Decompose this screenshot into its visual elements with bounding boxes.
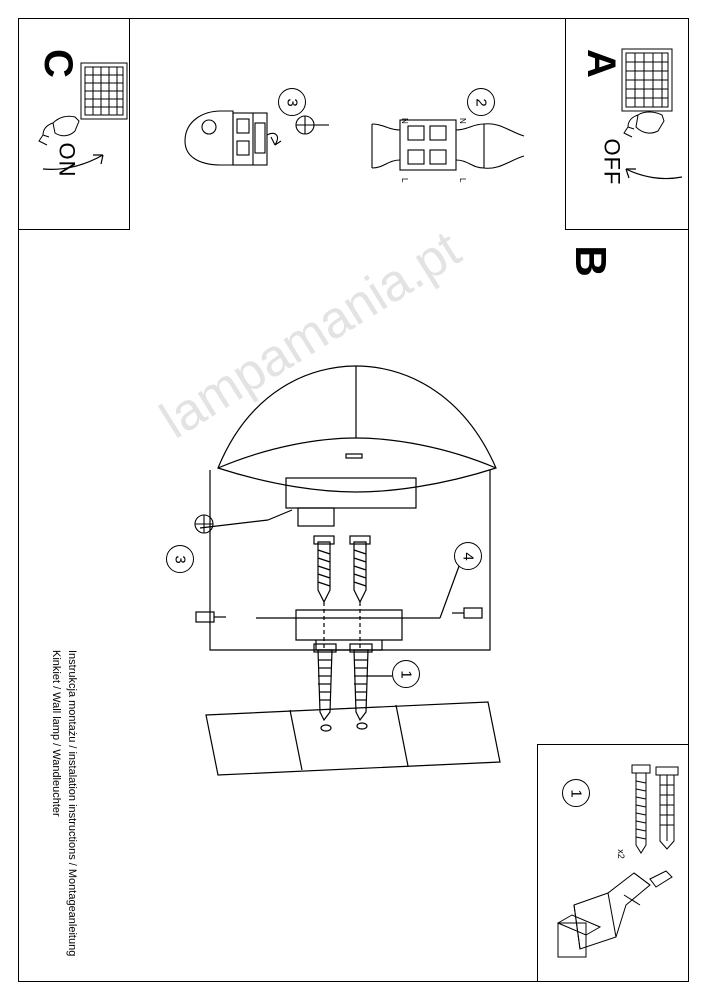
panel-c [18, 18, 130, 230]
panel-tools-step-marker: 1 [562, 779, 590, 807]
step-2-marker: 2 [467, 88, 495, 116]
panel-tools [537, 744, 689, 982]
panel-a-switch-state: OFF [599, 138, 625, 186]
panel-c-letter: C [35, 49, 80, 78]
tools-illustration [538, 745, 690, 983]
quantity-label: x2 [615, 849, 626, 859]
panel-a-letter: A [578, 49, 623, 78]
wire-label-n-right: N [458, 118, 467, 124]
step-3-main-marker: 3 [166, 545, 194, 573]
step-1-marker: 1 [392, 660, 420, 688]
document-subtitle: Kinkiet / Wall lamp / Wandleuchter [50, 650, 62, 817]
wire-label-n-left: N [400, 118, 409, 124]
wire-label-l-left: L [400, 178, 409, 183]
watermark-text: lampamania.pt [150, 220, 471, 451]
lamp-head-detail-illustration [175, 105, 355, 195]
step-3-top-marker: 3 [278, 88, 306, 116]
panel-c-switch-state: ON [54, 142, 80, 178]
wire-label-l-right: L [458, 178, 467, 183]
panel-a-fusebox-illustration [566, 19, 690, 231]
panel-b-letter: B [565, 245, 615, 277]
document-title: Instrukcja montażu / instalation instructions / Montageanleitung [66, 650, 78, 957]
terminal-block-illustration [368, 110, 548, 183]
panel-c-fusebox-illustration [19, 19, 131, 231]
panel-a [565, 18, 689, 230]
main-assembly-illustration [140, 350, 560, 820]
step-4-marker: 4 [454, 542, 482, 570]
